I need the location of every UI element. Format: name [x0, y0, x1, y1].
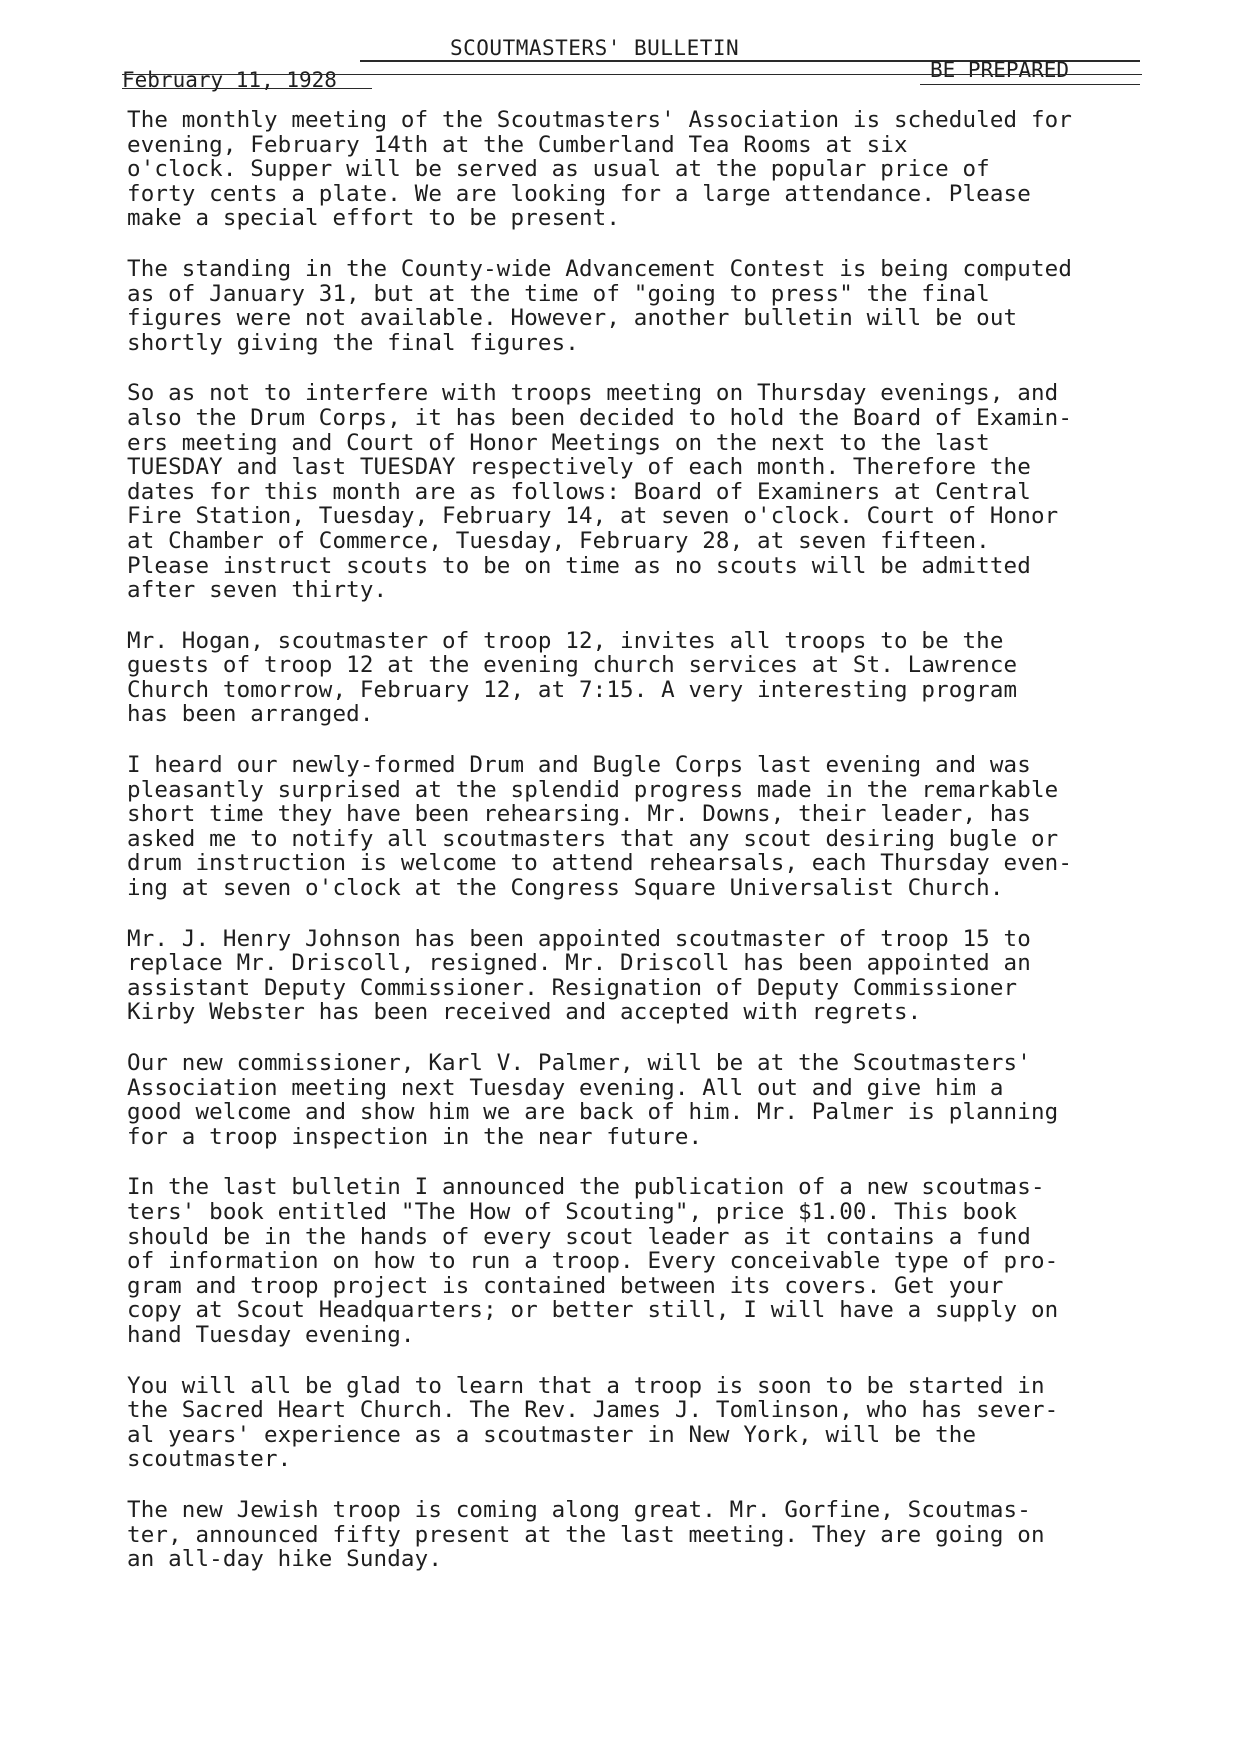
- paragraph-how-of-scouting: In the last bulletin I announced the publication of a new scoutmas- ters' book entitled "The How of Scouting", price $1.00. This book should be in the hands of every scout leader as it contains a fund of information on how to run a troop. Every conceivable type of pro- gram and troop project is contained between its covers. Get your copy at Scout Headquarters; or better still, I will have a supply on hand Tuesday evening.: [127, 1174, 1059, 1348]
- paragraph-meeting-notice: The monthly meeting of the Scoutmasters' Association is scheduled for evening, February 14th at the Cumberland Tea Rooms at six o'clock. Supper will be served as usual at the popular price of forty cents a plate. We are looking for a large attendance. Please make a special effort to be present.: [127, 107, 1073, 232]
- date-underline: [122, 88, 372, 89]
- paragraph-troop-12-invitation: Mr. Hogan, scoutmaster of troop 12, invites all troops to be the guests of troop 12 at the evening church services at St. Lawrence Church tomorrow, February 12, at 7:15. A very interesting program has been arranged.: [127, 627, 1018, 728]
- header-rule-middle: [122, 74, 1142, 75]
- paragraph-appointments: Mr. J. Henry Johnson has been appointed scoutmaster of troop 15 to replace Mr. Driscoll, resigned. Mr. Driscoll has been appointed an assistant Deputy Commissioner. Resignation of Deputy Commissioner Kirby Webster has been received and accepted with regrets.: [127, 925, 1031, 1026]
- bulletin-date: February 11, 1928: [122, 68, 337, 92]
- paragraph-sacred-heart-troop: You will all be glad to learn that a troop is soon to be started in the Sacred Heart Church. The Rev. James J. Tomlinson, who has sever- al years' experience as a scoutmaster in New York, will be the scoutmaster.: [127, 1372, 1059, 1473]
- motto-underline: [920, 84, 1140, 85]
- paragraph-drum-bugle-corps: I heard our newly-formed Drum and Bugle Corps last evening and was pleasantly surprised at the splendid progress made in the remarkable short time they have been rehearsing. Mr. Downs, their leader, has asked me to notify all scoutmasters that any scout desiring bugle or drum instruction is welcome to attend rehearsals, each Thursday even- ing at seven o'clock at the Congress Square Universalist Church.: [127, 752, 1073, 902]
- bulletin-title: SCOUTMASTERS' BULLETIN: [450, 36, 740, 60]
- bulletin-body: [127, 108, 1167, 1598]
- paragraph-board-of-examiners: So as not to interfere with troops meeting on Thursday evenings, and also the Drum Corps, it has been decided to hold the Board of Examin- ers meeting and Court of Honor Meetings on the next to the last TUESDAY and last TUESDAY respectively of each month. Therefore the dates for this month are as follows: Board of Examiners at Central Fire Station, Tuesday, February 14, at seven o'clock. Court of Honor at Chamber of Commerce, Tuesday, February 28, at seven fifteen. Please instruct scouts to be on time as no scouts will be admitted after seven thirty.: [127, 380, 1073, 604]
- bulletin-motto: BE PREPARED: [930, 58, 1070, 82]
- paragraph-new-commissioner: Our new commissioner, Karl V. Palmer, will be at the Scoutmasters' Association meeting next Tuesday evening. All out and give him a good welcome and show him we are back of him. Mr. Palmer is planning for a troop inspection in the near future.: [127, 1050, 1059, 1150]
- paragraph-jewish-troop: The new Jewish troop is coming along great. Mr. Gorfine, Scoutmas- ter, announced fifty present at the last meeting. They are going on an all-day hike Sunday.: [127, 1496, 1045, 1573]
- paragraph-advancement-contest: The standing in the County-wide Advancement Contest is being computed as of January 31, but at the time of "going to press" the final figures were not available. However, another bulletin will be out shortly giving the final figures.: [127, 255, 1073, 356]
